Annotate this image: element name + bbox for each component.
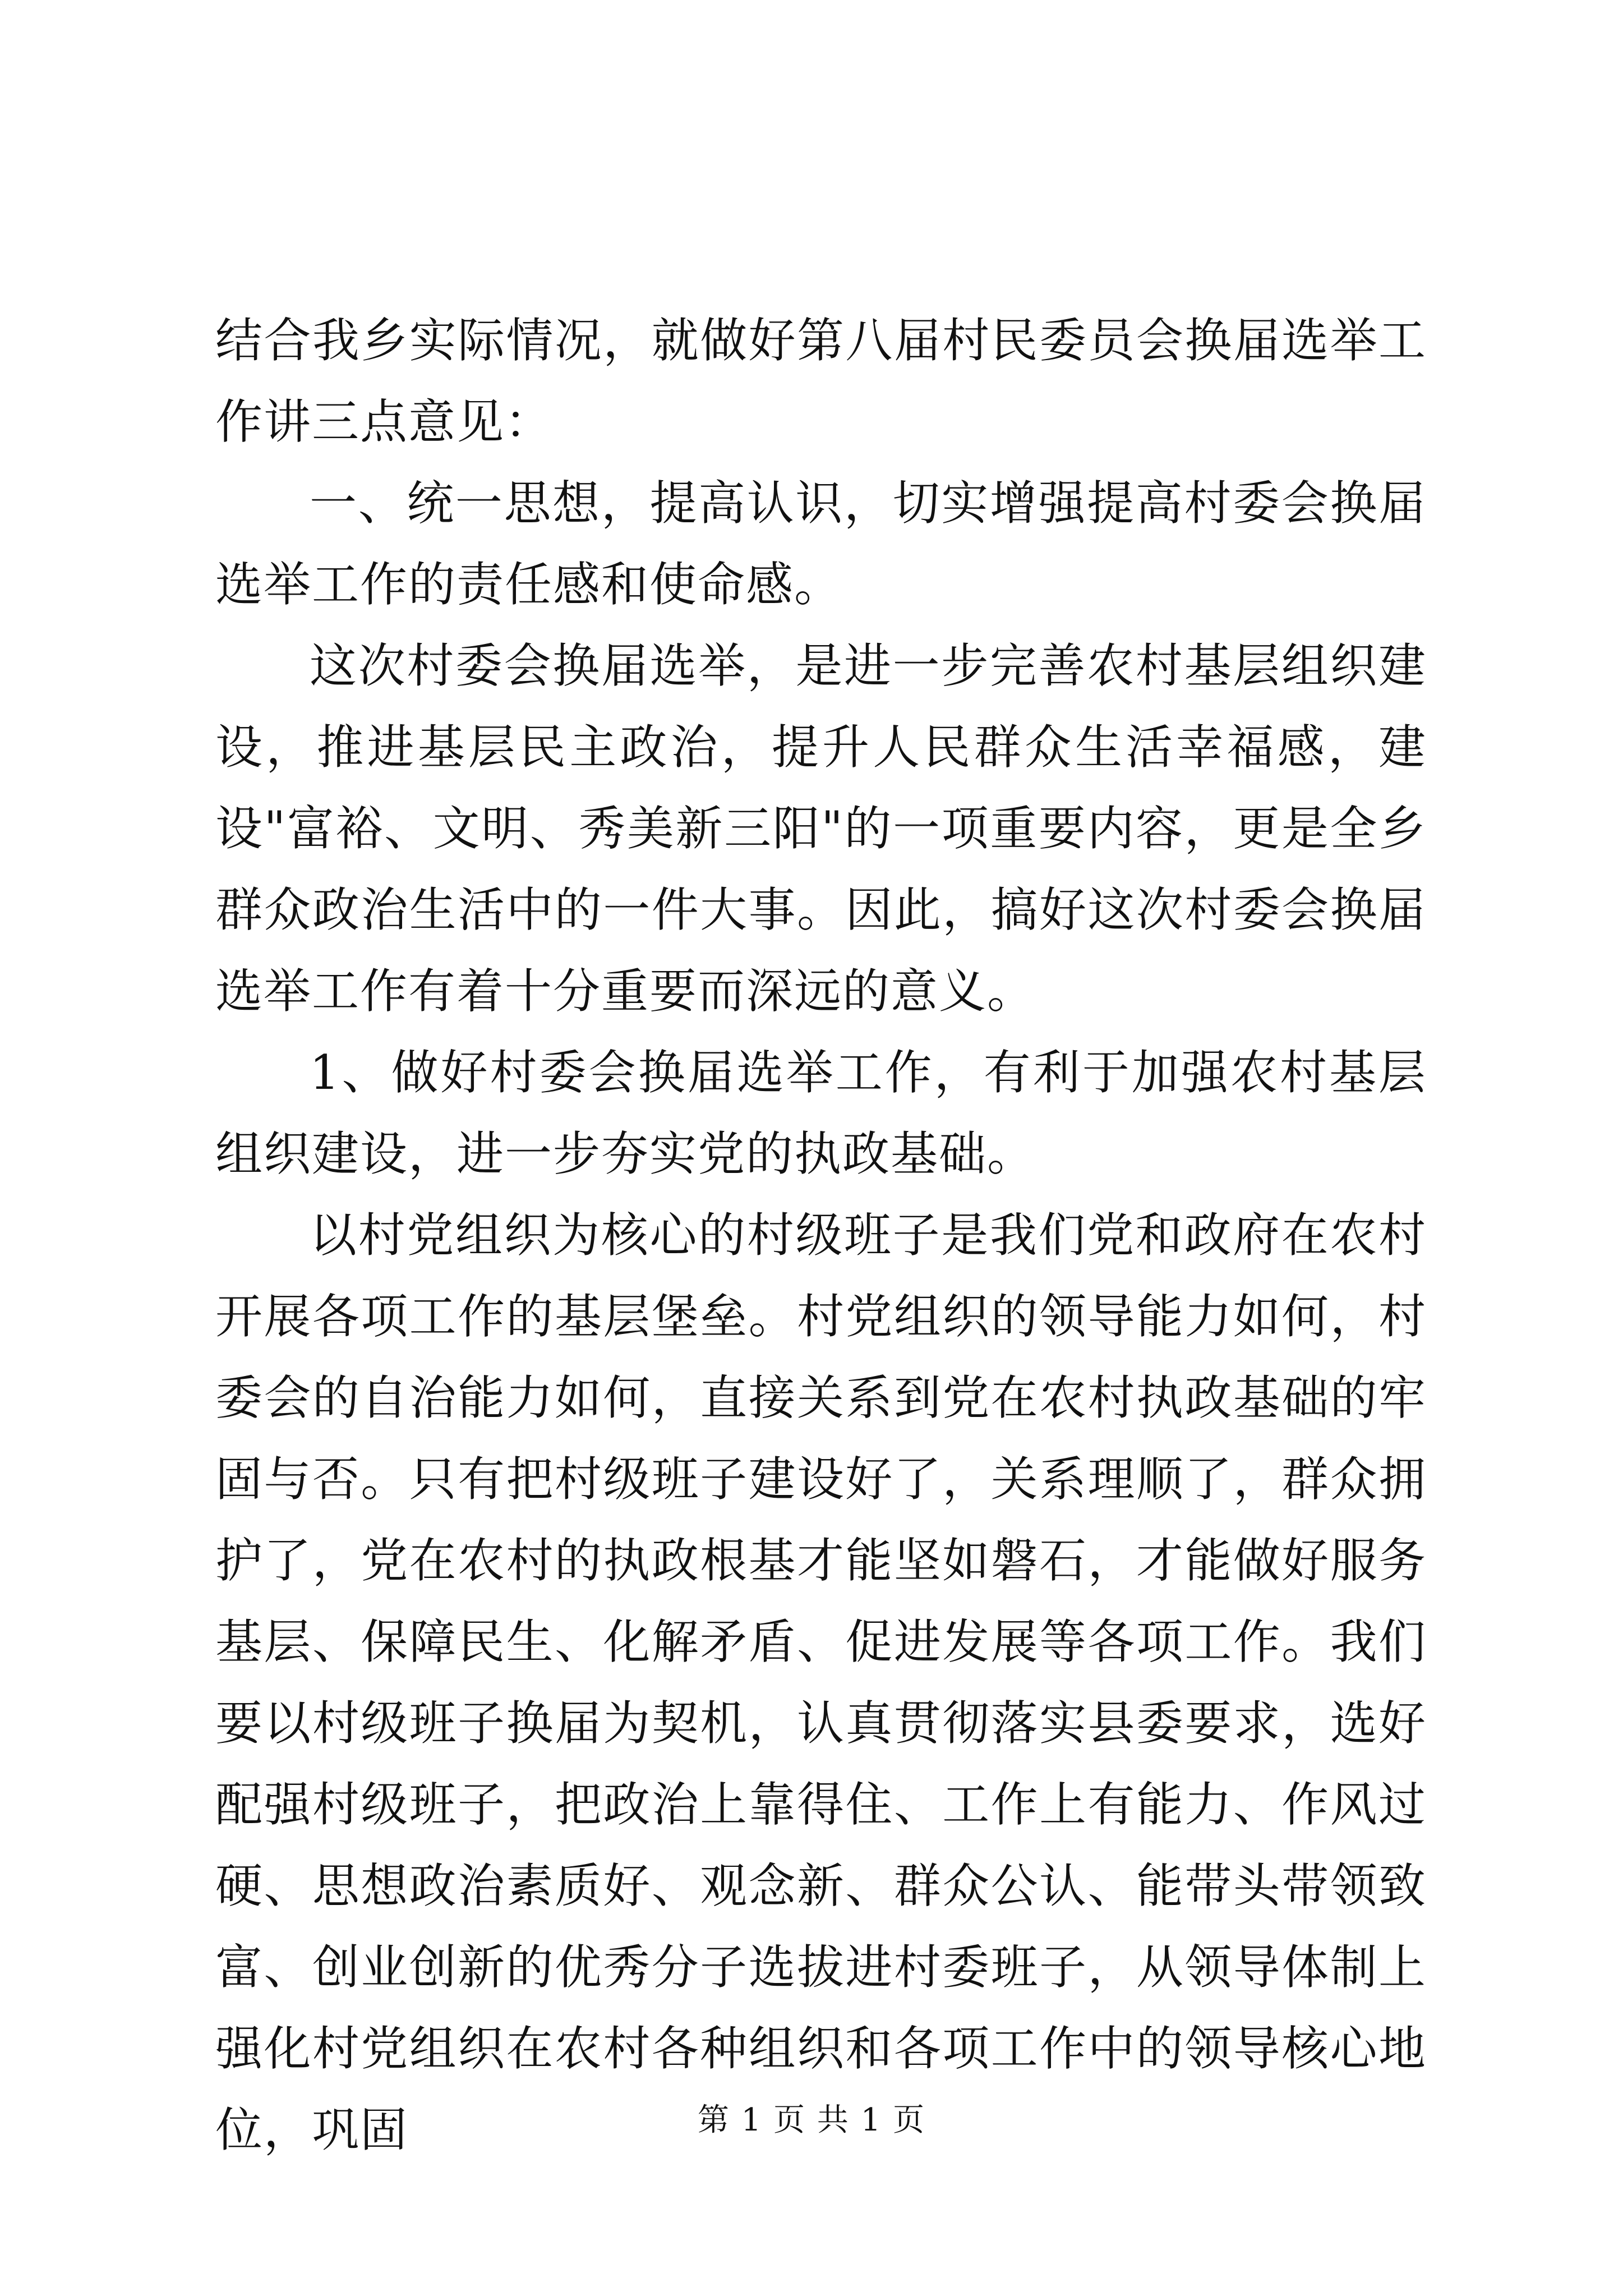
paragraph-intro: 结合我乡实际情况，就做好第八届村民委员会换届选举工作讲三点意见： (215, 313, 1427, 449)
page-footer: 第 1 页 共 1 页 (697, 2102, 926, 2138)
paragraph-heading-one: 一、统一思想，提高认识，切实增强提高村委会换届选举工作的责任感和使命感。 (215, 476, 1427, 612)
document-body (215, 300, 1427, 2171)
paragraph-significance: 这次村委会换届选举，是进一步完善农村基层组织建设，推进基层民主政治，提升人民群众生活幸福感，建设"富裕、文明、秀美新三阳"的一项重要内容，更是全乡群众政治生活中的一件大事。因此，搞好这次村委会换届选举工作有着十分重要而深远的意义。 (215, 638, 1427, 1019)
paragraph-village-committee: 以村党组织为核心的村级班子是我们党和政府在农村开展各项工作的基层堡垒。村党组织的领导能力如何，村委会的自治能力如何，直接关系到党在农村执政基础的牢固与否。只有把村级班子建设好了，关系理顺了，群众拥护了，党在农村的执政根基才能坚如磐石，才能做好服务基层、保障民生、化解矛盾、促进发展等各项工作。我们要以村级班子换届为契机，认真贯彻落实县委要求，选好配强村级班子，把政治上靠得住、工作上有能力、作风过硬、思想政治素质好、观念新、群众公认、能带头带领致富、创业创新的优秀分子选拔进村委班子，从领导体制上强化村党组织在农村各种组织和各项工作中的领导核心地位，巩固 (215, 1208, 1427, 2157)
paragraph-subheading-one: 1、做好村委会换届选举工作，有利于加强农村基层组织建设，进一步夯实党的执政基础。 (215, 1045, 1427, 1181)
